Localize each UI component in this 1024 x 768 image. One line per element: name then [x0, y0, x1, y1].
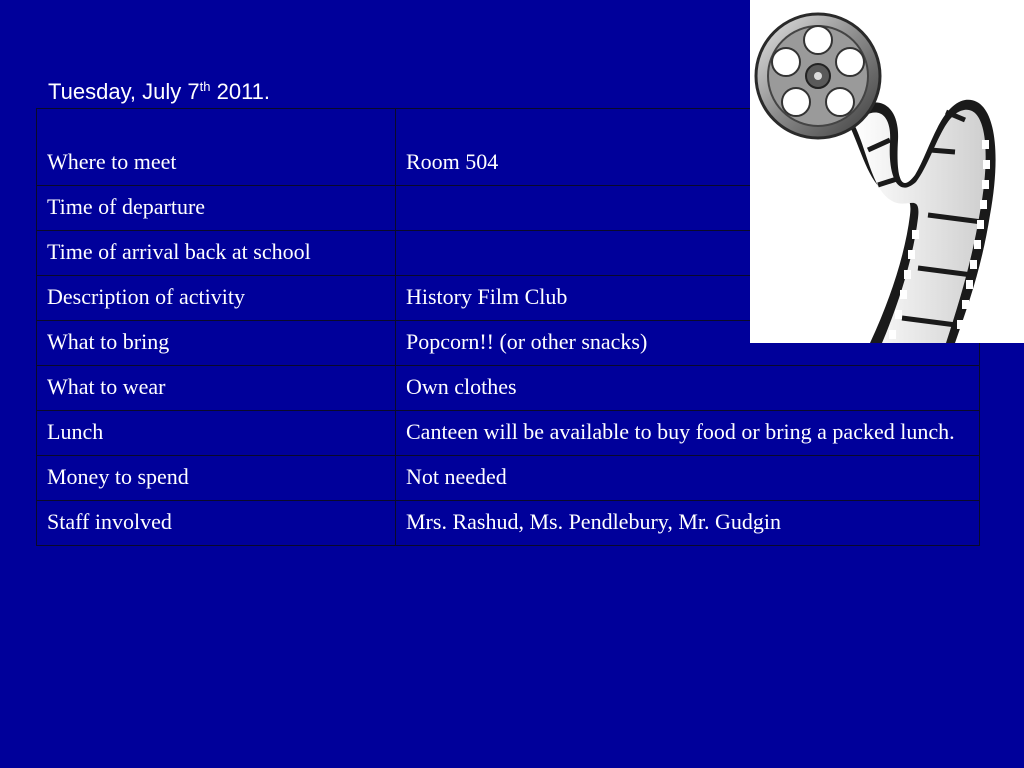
row-label: Money to spend — [37, 456, 396, 501]
row-value: Not needed — [396, 456, 980, 501]
film-reel-icon — [750, 0, 1024, 343]
table-row — [37, 456, 980, 501]
row-label: Time of arrival back at school — [37, 231, 396, 276]
date-prefix: Tuesday, July 7 — [48, 79, 200, 104]
row-value: Room 504 — [396, 109, 980, 186]
date-ordinal-suffix: th — [199, 79, 211, 94]
row-label: Staff involved — [37, 501, 396, 546]
row-label: Lunch — [37, 411, 396, 456]
table-row — [37, 501, 980, 546]
row-value: Canteen will be available to buy food or bring a packed lunch. — [396, 411, 980, 456]
row-label: Description of activity — [37, 276, 396, 321]
row-label: Where to meet — [37, 109, 396, 186]
row-value: History Film Club — [396, 276, 980, 321]
row-label: Time of departure — [37, 186, 396, 231]
row-value: Mrs. Rashud, Ms. Pendlebury, Mr. Gudgin — [396, 501, 980, 546]
row-label: What to wear — [37, 366, 396, 411]
row-value: Own clothes — [396, 366, 980, 411]
table-row — [37, 411, 980, 456]
row-label: What to bring — [37, 321, 396, 366]
film-reel-image — [750, 0, 1024, 343]
date-heading — [48, 78, 270, 106]
date-rest: 2011. — [210, 79, 271, 104]
row-value: Popcorn!! (or other snacks) — [396, 321, 980, 366]
table-row — [37, 366, 980, 411]
